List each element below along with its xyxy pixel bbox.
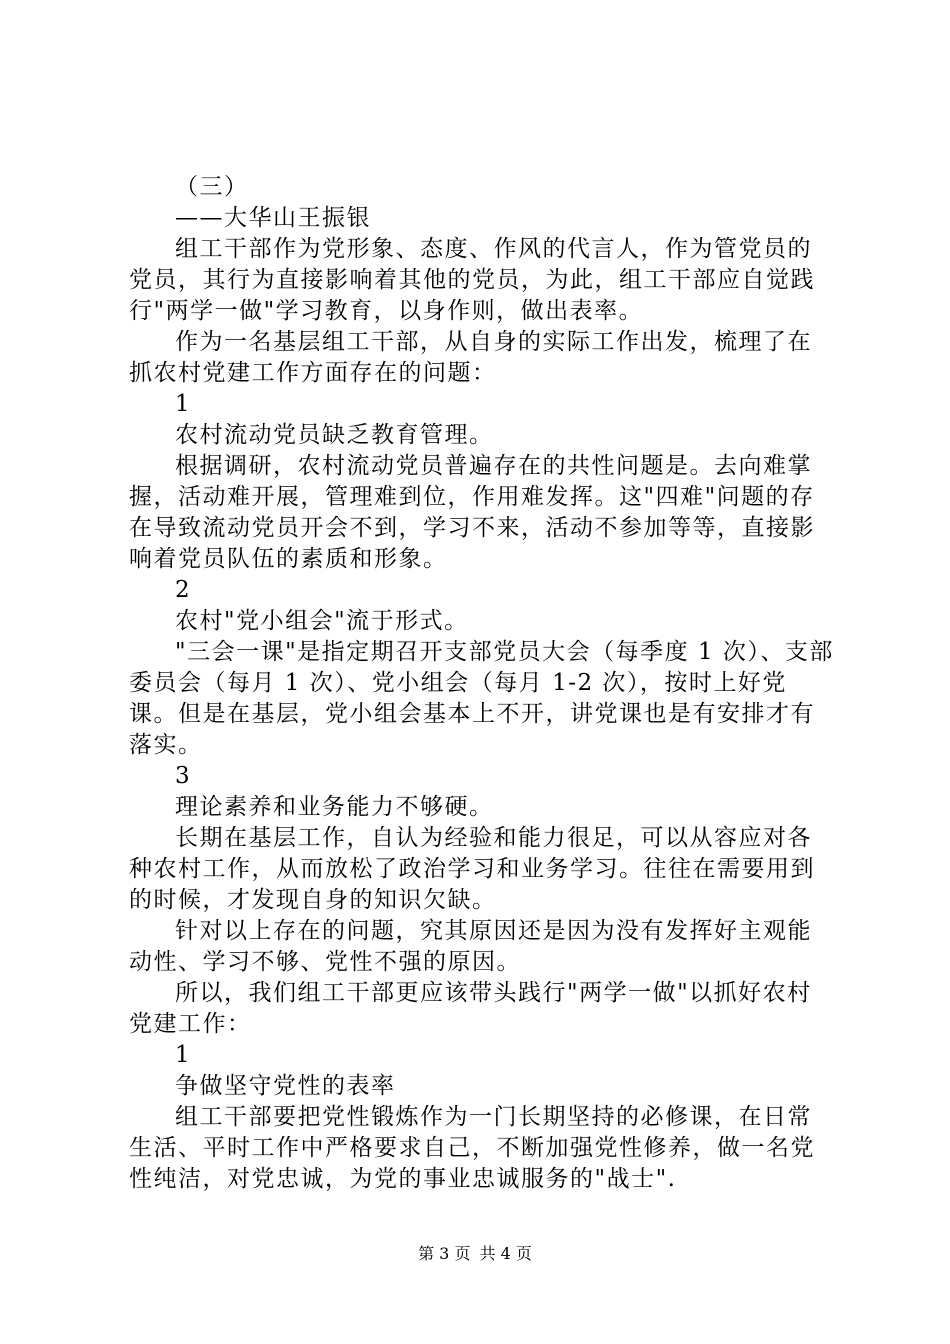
section-marker: （三） xyxy=(175,174,249,200)
document-body xyxy=(129,172,835,1195)
paragraph-body: 长期在基层工作，自认为经验和能力很足，可以从容应对各种农村工作，从而放松了政治学习和业务学习。往往在需要用到的时候，才发现自身的知识欠缺。 xyxy=(129,825,815,913)
paragraph-body: 所以，我们组工干部更应该带头践行"两学一做"以抓好农村党建工作： xyxy=(129,980,812,1037)
item-number: 2 xyxy=(175,577,192,603)
paragraph-problems-intro: 作为一名基层组工干部，从自身的实际工作出发，梳理了在抓农村党建工作方面存在的问题： xyxy=(129,329,812,386)
item-heading: 理论素养和业务能力不够硬。 xyxy=(175,794,494,820)
item-heading: 争做坚守党性的表率 xyxy=(175,1073,396,1099)
item-heading: 农村"党小组会"流于形式。 xyxy=(175,608,469,634)
page-total: 共 4 页 xyxy=(479,1244,532,1263)
paragraph-body: 根据调研，农村流动党员普遍存在的共性问题是。去向难掌握，活动难开展，管理难到位，作用难发挥。这"四难"问题的存在导致流动党员开会不到，学习不来，活动不参加等等，直接影响着党员队伍的素质和形象。 xyxy=(129,453,815,572)
paragraph-body: "三会一课"是指定期召开支部党员大会（每季度 1 次）、支部委员会（每月 1 次）、党小组会（每月 1-2 次），按时上好党课。但是在基层，党小组会基本上不开，讲党课也是有安排才有落实。 xyxy=(129,639,834,758)
author-line: ——大华山王振银 xyxy=(175,205,371,231)
paragraph-body: 针对以上存在的问题，究其原因还是因为没有发挥好主观能动性、学习不够、党性不强的原因。 xyxy=(129,918,812,975)
paragraph-body: 组工干部要把党性锻炼作为一门长期坚持的必修课，在日常生活、平时工作中严格要求自己，不断加强党性修养，做一名党性纯洁，对党忠诚，为党的事业忠诚服务的"战士". xyxy=(129,1104,815,1192)
item-number: 1 xyxy=(175,1042,192,1068)
paragraph-intro: 组工干部作为党形象、态度、作风的代言人，作为管党员的党员，其行为直接影响着其他的党员，为此，组工干部应自觉践行"两学一做"学习教育，以身作则，做出表率。 xyxy=(129,236,815,324)
item-number: 1 xyxy=(175,391,192,417)
page-footer xyxy=(0,1244,950,1264)
item-number: 3 xyxy=(175,763,192,789)
item-heading: 农村流动党员缺乏教育管理。 xyxy=(175,422,494,448)
page-number: 第 3 页 xyxy=(418,1244,471,1263)
